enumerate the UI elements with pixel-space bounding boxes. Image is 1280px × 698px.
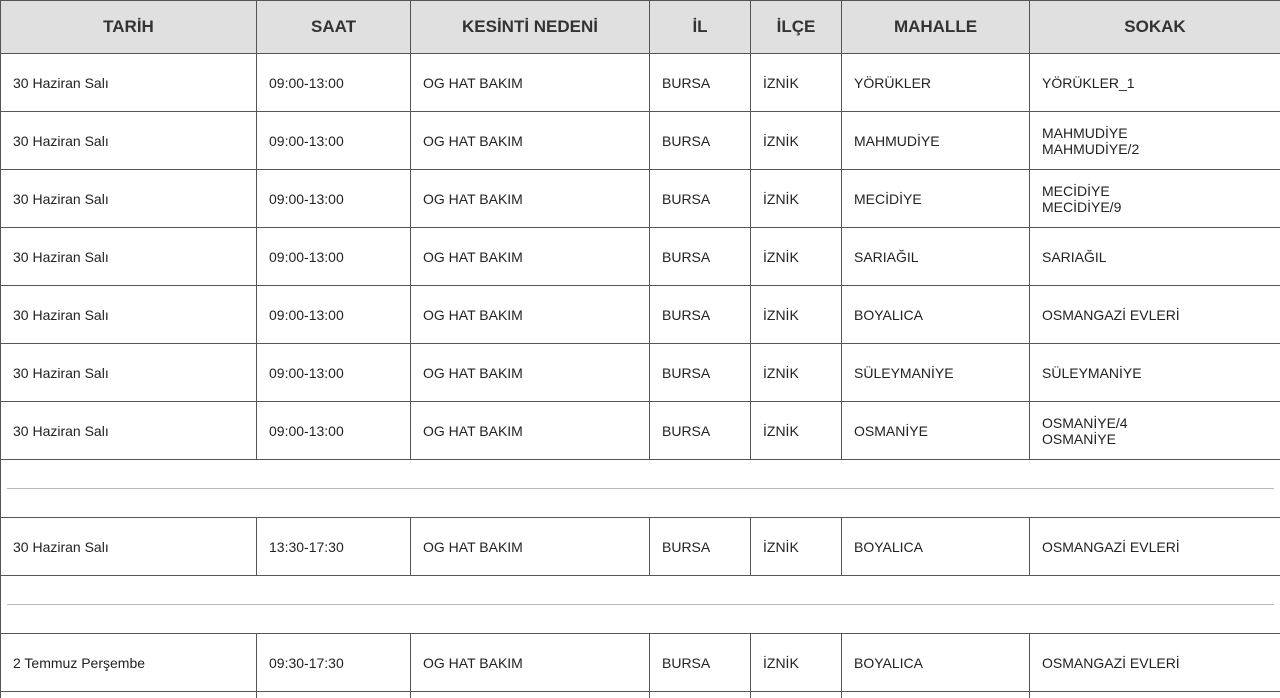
cell-il: BURSA bbox=[650, 54, 751, 112]
cell-kesinti-nedeni: OG HAT BAKIM bbox=[411, 54, 650, 112]
cell-tarih: 2 Temmuz Perşembe bbox=[1, 634, 257, 692]
cell-kesinti-nedeni: OG HAT BAKIM bbox=[411, 286, 650, 344]
sokak-line: OSMANGAZİ EVLERİ bbox=[1042, 654, 1180, 671]
cell-ilce: İZNİK bbox=[751, 54, 842, 112]
sokak-line: OSMANGAZİ EVLERİ bbox=[1042, 306, 1180, 323]
cell-mahalle: OSMANİYE bbox=[842, 402, 1030, 460]
cell-mahalle: YÖRÜKLER bbox=[842, 54, 1030, 112]
cell-il: BURSA bbox=[650, 344, 751, 402]
cell-saat: 09:00-13:00 bbox=[257, 286, 411, 344]
empty-cell bbox=[411, 692, 650, 698]
cell-sokak bbox=[1030, 170, 1280, 228]
cell-sokak bbox=[1030, 54, 1280, 112]
cell-ilce: İZNİK bbox=[751, 402, 842, 460]
horizontal-divider bbox=[7, 488, 1274, 489]
cell-saat: 13:30-17:30 bbox=[257, 518, 411, 576]
cell-ilce: İZNİK bbox=[751, 286, 842, 344]
table-row-separator bbox=[1, 460, 1280, 518]
cell-ilce: İZNİK bbox=[751, 344, 842, 402]
empty-cell bbox=[650, 692, 751, 698]
cell-tarih: 30 Haziran Salı bbox=[1, 112, 257, 170]
empty-cell bbox=[842, 692, 1030, 698]
table-body bbox=[1, 54, 1280, 698]
empty-cell bbox=[751, 692, 842, 698]
cell-sokak bbox=[1030, 634, 1280, 692]
cell-sokak bbox=[1030, 518, 1280, 576]
sokak-line: SÜLEYMANİYE bbox=[1042, 364, 1142, 381]
cell-tarih: 30 Haziran Salı bbox=[1, 518, 257, 576]
cell-il: BURSA bbox=[650, 402, 751, 460]
column-header-saat: SAAT bbox=[257, 1, 411, 54]
cell-sokak bbox=[1030, 228, 1280, 286]
separator-cell bbox=[1, 576, 1280, 634]
header-row bbox=[1, 1, 1280, 54]
cell-saat: 09:00-13:00 bbox=[257, 402, 411, 460]
table-row bbox=[1, 634, 1280, 692]
cell-mahalle: SARIAĞIL bbox=[842, 228, 1030, 286]
cell-tarih: 30 Haziran Salı bbox=[1, 170, 257, 228]
sokak-line: SARIAĞIL bbox=[1042, 248, 1107, 265]
column-header-tarih: TARİH bbox=[1, 1, 257, 54]
table-row-partial bbox=[1, 692, 1280, 698]
cell-saat: 09:00-13:00 bbox=[257, 344, 411, 402]
cell-tarih: 30 Haziran Salı bbox=[1, 286, 257, 344]
cell-sokak bbox=[1030, 344, 1280, 402]
cell-ilce: İZNİK bbox=[751, 518, 842, 576]
table-row bbox=[1, 112, 1280, 170]
cell-kesinti-nedeni: OG HAT BAKIM bbox=[411, 170, 650, 228]
cell-sokak bbox=[1030, 112, 1280, 170]
sokak-line: OSMANİYE bbox=[1042, 430, 1116, 447]
cell-sokak bbox=[1030, 286, 1280, 344]
cell-il: BURSA bbox=[650, 286, 751, 344]
cell-saat: 09:00-13:00 bbox=[257, 54, 411, 112]
horizontal-divider bbox=[7, 604, 1274, 605]
cell-mahalle: MAHMUDİYE bbox=[842, 112, 1030, 170]
cell-mahalle: BOYALICA bbox=[842, 634, 1030, 692]
empty-cell bbox=[1030, 692, 1280, 698]
cell-ilce: İZNİK bbox=[751, 112, 842, 170]
empty-cell bbox=[257, 692, 411, 698]
sokak-line: MAHMUDİYE/2 bbox=[1042, 140, 1140, 157]
sokak-line: MECİDİYE/9 bbox=[1042, 198, 1122, 215]
cell-saat: 09:00-13:00 bbox=[257, 228, 411, 286]
table-row bbox=[1, 344, 1280, 402]
cell-kesinti-nedeni: OG HAT BAKIM bbox=[411, 228, 650, 286]
cell-kesinti-nedeni: OG HAT BAKIM bbox=[411, 402, 650, 460]
cell-il: BURSA bbox=[650, 634, 751, 692]
sokak-line: YÖRÜKLER_1 bbox=[1042, 74, 1135, 91]
sokak-line: OSMANİYE/4 bbox=[1042, 414, 1128, 431]
cell-kesinti-nedeni: OG HAT BAKIM bbox=[411, 518, 650, 576]
cell-kesinti-nedeni: OG HAT BAKIM bbox=[411, 344, 650, 402]
cell-tarih: 30 Haziran Salı bbox=[1, 344, 257, 402]
cell-tarih: 30 Haziran Salı bbox=[1, 228, 257, 286]
cell-ilce: İZNİK bbox=[751, 228, 842, 286]
cell-ilce: İZNİK bbox=[751, 634, 842, 692]
sokak-line: MECİDİYE bbox=[1042, 182, 1110, 199]
cell-il: BURSA bbox=[650, 170, 751, 228]
separator-cell bbox=[1, 460, 1280, 518]
cell-saat: 09:30-17:30 bbox=[257, 634, 411, 692]
cell-mahalle: BOYALICA bbox=[842, 518, 1030, 576]
column-header-ilce: İLÇE bbox=[751, 1, 842, 54]
cell-il: BURSA bbox=[650, 112, 751, 170]
cell-tarih: 30 Haziran Salı bbox=[1, 54, 257, 112]
cell-kesinti-nedeni: OG HAT BAKIM bbox=[411, 634, 650, 692]
sokak-line: OSMANGAZİ EVLERİ bbox=[1042, 538, 1180, 555]
sokak-line: MAHMUDİYE bbox=[1042, 124, 1128, 141]
column-header-sokak: SOKAK bbox=[1030, 1, 1280, 54]
table-row bbox=[1, 518, 1280, 576]
cell-tarih: 30 Haziran Salı bbox=[1, 402, 257, 460]
table-row bbox=[1, 286, 1280, 344]
cell-sokak bbox=[1030, 402, 1280, 460]
table-row bbox=[1, 170, 1280, 228]
cell-il: BURSA bbox=[650, 518, 751, 576]
table-row bbox=[1, 228, 1280, 286]
cell-saat: 09:00-13:00 bbox=[257, 112, 411, 170]
column-header-il: İL bbox=[650, 1, 751, 54]
cell-mahalle: MECİDİYE bbox=[842, 170, 1030, 228]
empty-cell bbox=[1, 692, 257, 698]
table-header bbox=[1, 1, 1280, 54]
cell-il: BURSA bbox=[650, 228, 751, 286]
cell-mahalle: BOYALICA bbox=[842, 286, 1030, 344]
column-header-kesinti-nedeni: KESİNTİ NEDENİ bbox=[411, 1, 650, 54]
cell-ilce: İZNİK bbox=[751, 170, 842, 228]
cell-mahalle: SÜLEYMANİYE bbox=[842, 344, 1030, 402]
table-row bbox=[1, 402, 1280, 460]
table-row-separator bbox=[1, 576, 1280, 634]
column-header-mahalle: MAHALLE bbox=[842, 1, 1030, 54]
cell-saat: 09:00-13:00 bbox=[257, 170, 411, 228]
cell-kesinti-nedeni: OG HAT BAKIM bbox=[411, 112, 650, 170]
table-row bbox=[1, 54, 1280, 112]
